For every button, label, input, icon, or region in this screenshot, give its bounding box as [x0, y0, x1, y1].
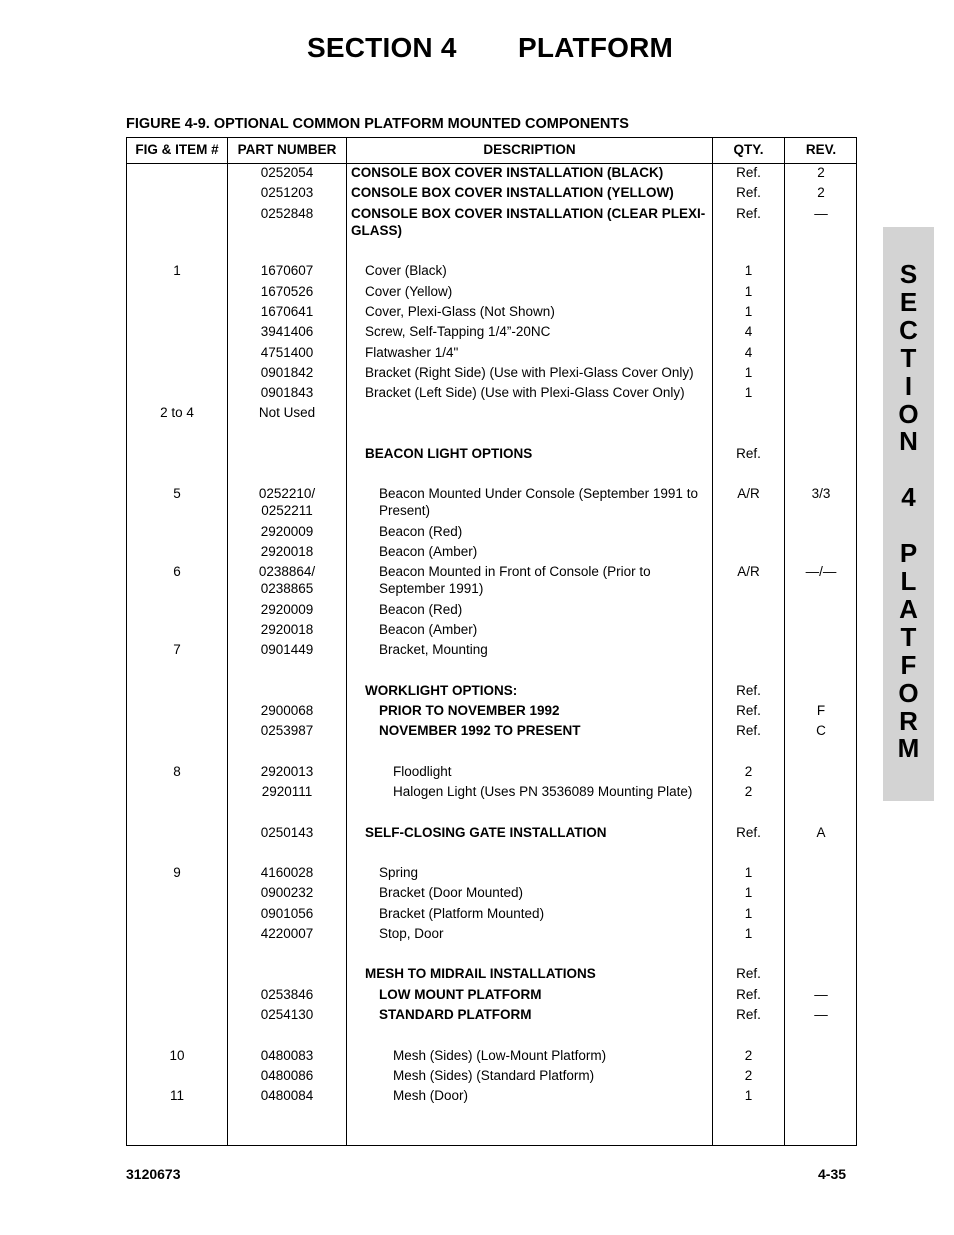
description-cell: Stop, Door [379, 926, 444, 941]
description-cell: Mesh (Sides) (Standard Platform) [393, 1068, 595, 1083]
part-number-cell: 0252848 [260, 206, 314, 221]
fig-cell: 7 [173, 642, 181, 657]
qty-cell: Ref. [736, 966, 761, 981]
section-tab-letter: I [904, 370, 913, 401]
rev-cell: C [816, 723, 826, 738]
qty-cell: A/R [737, 486, 760, 501]
qty-cell: 2 [744, 1048, 753, 1063]
rev-cell: — [814, 206, 828, 221]
part-number-cell: 1670641 [260, 304, 314, 319]
section-tab-letter: S [899, 259, 918, 289]
description-cell: PRIOR TO NOVEMBER 1992 [379, 703, 560, 718]
description-cell: CONSOLE BOX COVER INSTALLATION (CLEAR PLEXI-GLASS) [351, 206, 706, 238]
part-number-cell: 0253987 [260, 723, 314, 738]
rev-cell: A [816, 825, 826, 840]
qty-cell: 1 [744, 304, 753, 319]
section-tab-letter: O [898, 677, 919, 708]
col-header-qty: QTY. [733, 142, 764, 157]
section-label: SECTION 4 [307, 32, 457, 63]
section-tab-letters [883, 261, 934, 763]
part-number-cell: 0254130 [260, 1007, 314, 1022]
part-number-cell: 1670526 [260, 284, 314, 299]
rev-cell: 3/3 [811, 486, 831, 501]
description-cell: Beacon Mounted in Front of Console (Prior to September 1991) [379, 564, 651, 596]
qty-cell: 1 [744, 926, 753, 941]
description-cell: Bracket (Door Mounted) [379, 885, 524, 900]
column-divider [346, 138, 347, 1145]
fig-cell: 9 [173, 865, 181, 880]
section-tab-letter: L [900, 565, 917, 596]
part-number-cell: 0901056 [260, 906, 314, 921]
section-tab-letter [883, 456, 934, 484]
description-cell: SELF-CLOSING GATE INSTALLATION [365, 825, 607, 840]
qty-cell: 2 [744, 764, 753, 779]
rev-cell: 2 [817, 165, 825, 180]
part-number-cell: 2920111 [261, 784, 313, 799]
description-cell: Screw, Self-Tapping 1/4”-20NC [365, 324, 551, 339]
section-tab-letter: P [899, 538, 918, 569]
section-tab-letter: 4 [901, 482, 916, 513]
part-number-cell: 2920018 [260, 622, 314, 637]
col-header-fig: FIG & ITEM # [135, 142, 219, 157]
section-tab-letter: T [900, 342, 917, 373]
part-number-cell: 0252210/ 0252211 [258, 486, 316, 518]
section-tab-letter: T [900, 621, 917, 652]
qty-cell: 1 [744, 1088, 753, 1103]
qty-cell: 1 [744, 365, 753, 380]
qty-cell: Ref. [736, 703, 761, 718]
part-number-cell: Not Used [258, 405, 316, 420]
part-number-cell: 0480086 [260, 1068, 314, 1083]
qty-cell: 1 [744, 284, 753, 299]
description-cell: Beacon (Amber) [379, 544, 478, 559]
description-cell: LOW MOUNT PLATFORM [379, 987, 542, 1002]
qty-cell: Ref. [736, 987, 761, 1002]
description-cell: Spring [379, 865, 419, 880]
qty-cell: 1 [744, 906, 753, 921]
fig-cell: 11 [169, 1088, 184, 1103]
part-number-cell: 0901842 [260, 365, 314, 380]
fig-cell: 10 [169, 1048, 185, 1063]
description-cell: Halogen Light (Uses PN 3536089 Mounting Plate) [393, 784, 693, 799]
section-tab-letter [883, 512, 934, 540]
description-cell: CONSOLE BOX COVER INSTALLATION (BLACK) [351, 165, 664, 180]
section-tab-letter: E [899, 286, 918, 317]
qty-cell: 4 [744, 324, 753, 339]
qty-cell: 4 [744, 345, 753, 360]
part-number-cell: 2900068 [260, 703, 314, 718]
qty-cell: Ref. [736, 723, 761, 738]
description-cell: Flatwasher 1/4" [365, 345, 459, 360]
qty-cell: Ref. [736, 185, 761, 200]
section-tab [883, 227, 934, 801]
description-cell: Mesh (Door) [393, 1088, 469, 1103]
fig-cell: 8 [173, 764, 181, 779]
col-header-desc: DESCRIPTION [483, 142, 576, 157]
section-tab-letter: N [899, 426, 918, 457]
section-tab-letter: F [900, 649, 917, 680]
description-cell: Cover (Black) [365, 263, 447, 278]
qty-cell: 1 [744, 263, 753, 278]
qty-cell: Ref. [736, 165, 761, 180]
rev-cell: 2 [817, 185, 825, 200]
rev-cell: — [814, 987, 828, 1002]
part-number-cell: 0253846 [260, 987, 314, 1002]
part-number-cell: 4220007 [260, 926, 314, 941]
description-cell: Bracket (Right Side) (Use with Plexi-Glass Cover Only) [365, 365, 694, 380]
part-number-cell: 3941406 [260, 324, 314, 339]
rev-cell: — [814, 1007, 828, 1022]
qty-cell: Ref. [736, 683, 761, 698]
part-number-cell: 0900232 [260, 885, 314, 900]
description-cell: Bracket (Left Side) (Use with Plexi-Glass Cover Only) [365, 385, 685, 400]
page-header [0, 32, 954, 68]
section-tab-letter: C [899, 314, 918, 345]
qty-cell: 2 [744, 784, 753, 799]
qty-cell: Ref. [736, 446, 761, 461]
description-cell: Mesh (Sides) (Low-Mount Platform) [393, 1048, 607, 1063]
fig-cell: 2 to 4 [160, 405, 194, 420]
part-number-cell: 0250143 [260, 825, 314, 840]
part-number-cell: 0480084 [260, 1088, 314, 1103]
rev-cell: F [816, 703, 826, 718]
col-header-rev: REV. [805, 142, 837, 157]
description-cell: BEACON LIGHT OPTIONS [365, 446, 533, 461]
part-number-cell: 1670607 [260, 263, 314, 278]
section-tab-letter: M [897, 733, 920, 764]
qty-cell: 2 [744, 1068, 753, 1083]
section-tab-letter: O [898, 398, 919, 429]
description-cell: Cover (Yellow) [365, 284, 453, 299]
part-number-cell: 0901843 [260, 385, 314, 400]
part-number-cell: 2920009 [260, 602, 314, 617]
description-cell: STANDARD PLATFORM [379, 1007, 532, 1022]
description-cell: WORKLIGHT OPTIONS: [365, 683, 518, 698]
description-cell: CONSOLE BOX COVER INSTALLATION (YELLOW) [351, 185, 674, 200]
qty-cell: 1 [744, 865, 753, 880]
part-number-cell: 2920009 [260, 524, 314, 539]
description-cell: Beacon (Red) [379, 602, 463, 617]
parts-table [126, 137, 857, 1146]
part-number-cell: 0480083 [260, 1048, 314, 1063]
part-number-cell: 4160028 [260, 865, 314, 880]
description-cell: MESH TO MIDRAIL INSTALLATIONS [365, 966, 596, 981]
doc-number: 3120673 [126, 1166, 181, 1182]
page-number: 4-35 [818, 1166, 847, 1182]
qty-cell: Ref. [736, 1007, 761, 1022]
rev-cell: —/— [805, 564, 837, 579]
qty-cell: A/R [737, 564, 760, 579]
description-cell: Cover, Plexi-Glass (Not Shown) [365, 304, 555, 319]
description-cell: Beacon (Amber) [379, 622, 478, 637]
qty-cell: Ref. [736, 206, 761, 221]
fig-cell: 6 [173, 564, 181, 579]
part-number-cell: 2920013 [260, 764, 314, 779]
qty-cell: 1 [744, 885, 753, 900]
section-title: PLATFORM [518, 32, 674, 63]
qty-cell: 1 [744, 385, 753, 400]
part-number-cell: 0901449 [260, 642, 314, 657]
description-cell: Floodlight [393, 764, 452, 779]
part-number-cell: 4751400 [260, 345, 314, 360]
description-cell: Beacon Mounted Under Console (September 1991 to Present) [379, 486, 698, 518]
part-number-cell: 0251203 [260, 185, 314, 200]
part-number-cell: 2920018 [260, 544, 314, 559]
section-tab-letter: A [899, 593, 918, 624]
col-header-part: PART NUMBER [237, 142, 337, 157]
part-number-cell: 0238864/ 0238865 [258, 564, 316, 596]
fig-cell: 1 [173, 263, 181, 278]
description-cell: Bracket (Platform Mounted) [379, 906, 545, 921]
part-number-cell: 0252054 [260, 165, 314, 180]
fig-cell: 5 [173, 486, 181, 501]
section-tab-letter: R [899, 705, 918, 736]
description-cell: NOVEMBER 1992 TO PRESENT [379, 723, 581, 738]
description-cell: Bracket, Mounting [379, 642, 488, 657]
qty-cell: Ref. [736, 825, 761, 840]
figure-title: FIGURE 4-9. OPTIONAL COMMON PLATFORM MOUNTED COMPONENTS [126, 116, 629, 132]
description-cell: Beacon (Red) [379, 524, 463, 539]
